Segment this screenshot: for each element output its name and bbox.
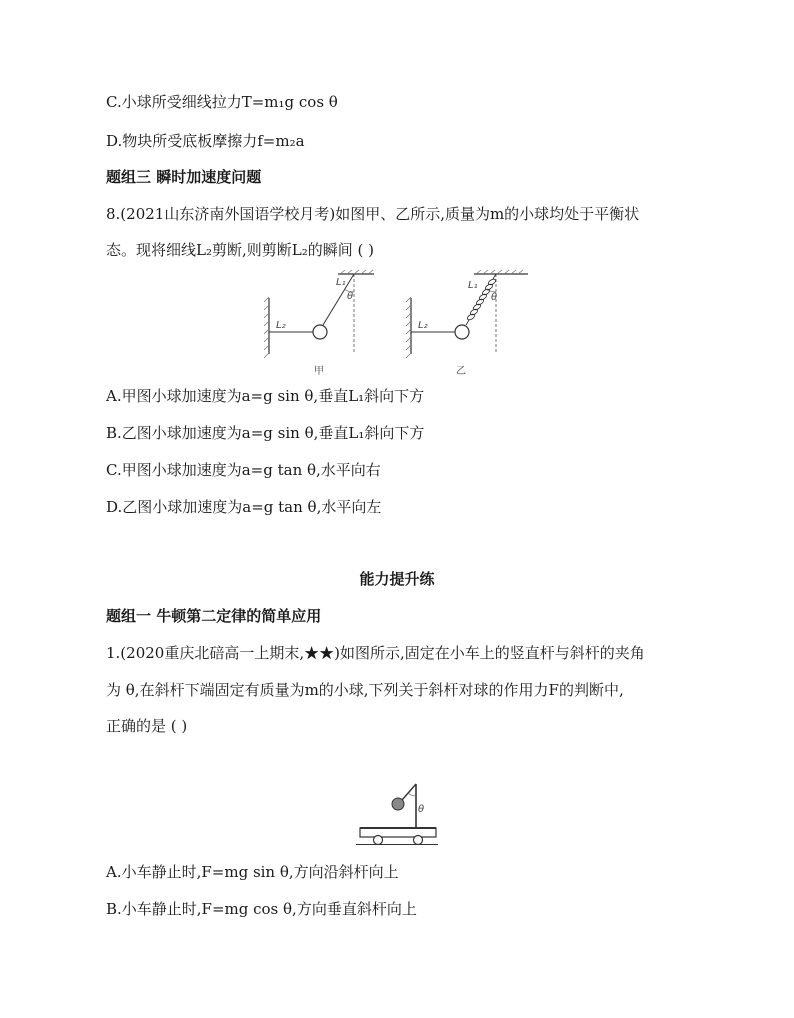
- section-title: 能力提升练: [359, 570, 435, 588]
- yi-label-l1: L₁: [468, 280, 478, 291]
- q8-option-a: A.甲图小球加速度为a=g sin θ,垂直L₁斜向下方: [106, 387, 425, 405]
- q8-option-b: B.乙图小球加速度为a=g sin θ,垂直L₁斜向下方: [106, 424, 425, 442]
- q1-stem-line3: 正确的是 ( ): [106, 717, 188, 735]
- figure-yi: [406, 270, 530, 380]
- q8-stem-line1: 8.(2021山东济南外国语学校月考)如图甲、乙所示,质量为m的小球均处于平衡状: [106, 205, 640, 223]
- group1-heading: 题组一 牛顿第二定律的简单应用: [106, 607, 322, 625]
- q8-option-c: C.甲图小球加速度为a=g tan θ,水平向右: [106, 461, 381, 479]
- option-d-prev: D.物块所受底板摩擦力f=m₂a: [106, 132, 305, 150]
- q1-option-a: A.小车静止时,F=mg sin θ,方向沿斜杆向上: [106, 863, 399, 881]
- yi-label-l2: L₂: [418, 320, 428, 331]
- jia-label-l2: L₂: [276, 320, 286, 331]
- cart-label-theta: θ: [418, 804, 425, 815]
- jia-label-theta: θ: [347, 291, 354, 302]
- jia-caption: 甲: [314, 366, 324, 377]
- q1-option-b: B.小车静止时,F=mg cos θ,方向垂直斜杆向上: [106, 900, 417, 918]
- figure-jia: [264, 270, 376, 380]
- jia-label-l1: L₁: [336, 277, 346, 288]
- option-c-prev: C.小球所受细线拉力T=m₁g cos θ: [106, 93, 338, 111]
- group3-heading: 题组三 瞬时加速度问题: [106, 168, 262, 186]
- q1-stem-line2: 为 θ,在斜杆下端固定有质量为m的小球,下列关于斜杆对球的作用力F的判断中,: [106, 681, 624, 699]
- q8-option-d: D.乙图小球加速度为a=g tan θ,水平向左: [106, 498, 382, 516]
- figure-cart: [356, 778, 438, 848]
- q8-stem-line2: 态。现将细线L₂剪断,则剪断L₂的瞬间 ( ): [106, 241, 374, 259]
- q1-stem-line1: 1.(2020重庆北碚高一上期末,★★)如图所示,固定在小车上的竖直杆与斜杆的夹角: [106, 644, 645, 662]
- yi-label-theta: θ: [491, 292, 498, 303]
- yi-caption: 乙: [456, 366, 466, 377]
